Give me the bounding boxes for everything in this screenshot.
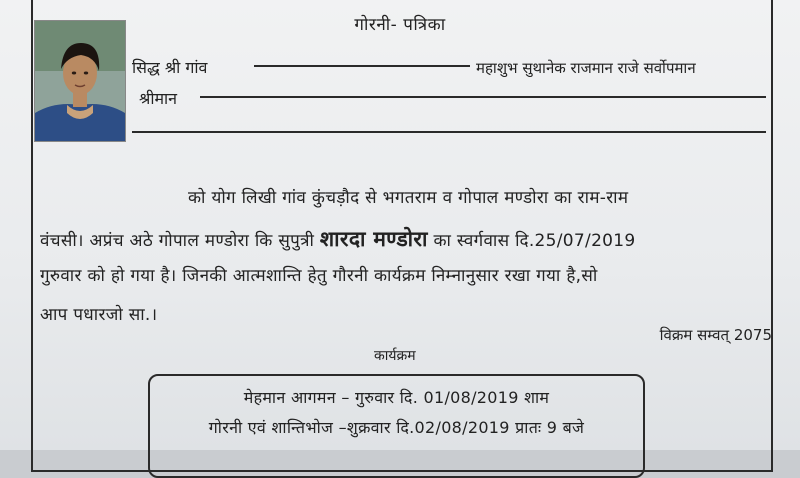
deceased-name: शारदा मण्डोरा [319, 227, 428, 251]
body-line-2-suffix: का स्वर्गवास दि.25/07/2019 [433, 231, 636, 251]
shriman-label: श्रीमान [139, 89, 178, 108]
samvat-date: विक्रम सम्वत् 2075 [659, 326, 772, 344]
portrait-photo [34, 20, 126, 142]
program-row-arrival: मेहमान आगमन – गुरुवार दि. 01/08/2019 शाम [243, 388, 550, 407]
portrait-image [35, 21, 125, 141]
blank-line-extra [132, 131, 766, 133]
body-line-2 [40, 225, 636, 253]
program-box [148, 374, 645, 478]
blank-line-village [254, 65, 470, 67]
card-title: गोरनी- पत्रिका [354, 15, 446, 35]
body-line-4: आप पधारजो सा.। [40, 305, 158, 325]
body-line-1: को योग लिखी गांव कुंचड़ौद से भगतराम व गोपाल मण्डोरा का राम-राम [188, 188, 629, 208]
program-row-feast: गोरनी एवं शान्तिभोज –शुक्रवार दि.02/08/2019 प्रातः 9 बजे [208, 418, 585, 437]
blank-line-name [200, 96, 766, 98]
program-heading: कार्यक्रम [374, 348, 416, 364]
body-line-2-prefix: वंचसी। अप्रंच अठे गोपाल मण्डोरा कि सुपुत्री [40, 231, 315, 251]
salutation-left: सिद्ध श्री गांव [132, 58, 208, 77]
body-line-3: गुरुवार को हो गया है। जिनकी आत्मशान्ति हेतु गौरनी कार्यक्रम निम्नानुसार रखा गया है,सो [40, 266, 598, 286]
salutation-right: महाशुभ सुथानेक राजमान राजे सर्वोपमान [476, 59, 696, 77]
